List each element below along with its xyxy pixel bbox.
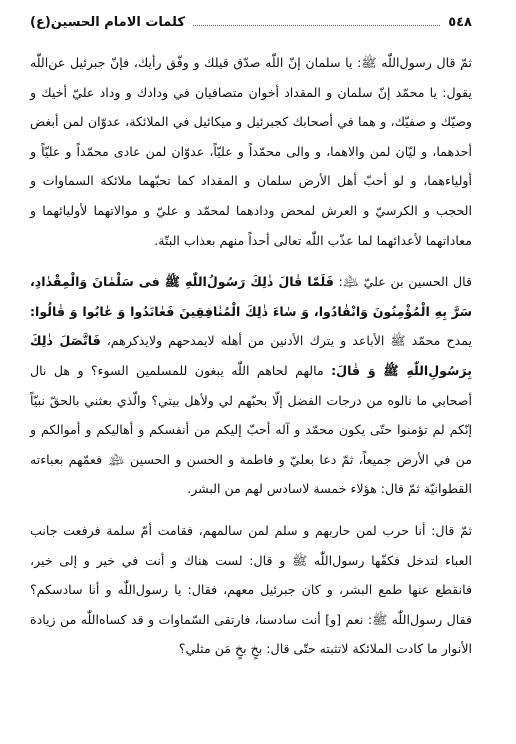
- running-title: كلمات الامام الحسين(ع): [30, 14, 185, 30]
- page-number: ٥٤٨: [448, 14, 472, 30]
- text-segment: ثمّ قال رسول‌اللّٰه ﷺ: يا سلمان إنّ اللّٰه صدّق قيلك و وفّق رأيك، فإنّ جبرئيل عن‌اللّٰه يقول: يا محمّد إنّ سلمان و المقداد أخوان متصافيان في ودادك و وداد عليّ أخيك و وصيّك و صفيّك، و هما في أصحابك كجبرئيل و ميكائيل في الملائكة، عدوّان لمن أبغض أحدهما، و ليّان لمن والاهما، و والى محمّداً و عليّاً، عدوّان لمن عادى محمّداً و عليّاً و أولياءهما، و لو أحبّ أهل الأرض سلمان و المقداد كما تحبّهما ملائكة السماوات و الحجب و الكرسيّ و العرش لمحض ودادهما لمحمّد و عليّ و موالاتهما لأوليائهما و معاداتهما لأعدائهما لما عذّب اللّٰه تعالى أحداً منهم بعذاب البتّة.: [30, 55, 472, 248]
- page-body: [30, 48, 472, 664]
- text-segment: قال الحسين بن عليّ ﵇:: [333, 274, 472, 290]
- text-segment: ثمّ قال: أنا حرب لمن حاربهم و سلم لمن سالمهم، فقامت أمّ سلمة فرفعت جانب العباء لتدخل فكفّها رسول‌اللّٰه ﷺ و قال: لست هناك و أنت في خير و إلى خير، فانقطع عنها طمع البشر، و كان جبرئيل معهم، فقال: يا رسول‌اللّٰه و أنا سادسكم؟ فقال رسول‌اللّٰه ﷺ: نعم [و] أنت سادسنا، فارتقى السّماوات و قد كساه‌اللّٰه من زيادة الأنوار ما كادت الملائكة لاتثبته حتّى قال: بخٍ بخٍ مَن مثلي؟: [30, 522, 472, 657]
- text-segment: مالهم لحاهم اللّٰه يبغون للمسلمين السوء؟ و هل نال أصحابي ما نالوه من درجات الفضل إلّا بحبّهم لي ولأهل بيتي؟ والّذي بعثني بالحقّ نبيّاً إنّكم لم تؤمنوا حتّى يكون محمّد و آله أحبّ إليكم من أنفسكم و أهاليكم و أموالكم و من في الأرض جميعاً، ثمّ دعا بعليّ و فاطمة و الحسن و الحسين ﵈ فعمّهم بعباءته القطوانيّة ثمّ قال: هؤلاء خمسة لاسادس لهم من البشر.: [30, 362, 472, 497]
- quoted-text-segment: فَلَمّٰا قٰالَ ذٰلِكَ رَسُولُ‌اللّٰهِ ﷺ فى سَلْمٰانَ وَالْمِقْدٰادِ، سَرَّ بِهِ الْمُؤْمِنُونَ وَانْقٰادُوا، وَ سٰاءَ ذٰلِكَ الْمُنٰافِقِينَ فَعٰانَدُوا وَ عٰابُوا وَ قٰالُوا:: [30, 274, 472, 319]
- page-header: [30, 10, 472, 34]
- dotted-leader: [193, 25, 440, 26]
- paragraph: [30, 267, 472, 504]
- text-segment: يمدح محمّد ﷺ الأباعد و يترك الأدنين من أهله لايمدحهم ولايذكرهم،: [100, 333, 472, 349]
- paragraph: [30, 48, 472, 255]
- quoted-text-segment: فَاتَّصَلَ ذٰلِكَ بِرَسُولِ‌اللّٰهِ ﷺ وَ قٰالَ:: [30, 333, 472, 378]
- paragraph: [30, 516, 472, 664]
